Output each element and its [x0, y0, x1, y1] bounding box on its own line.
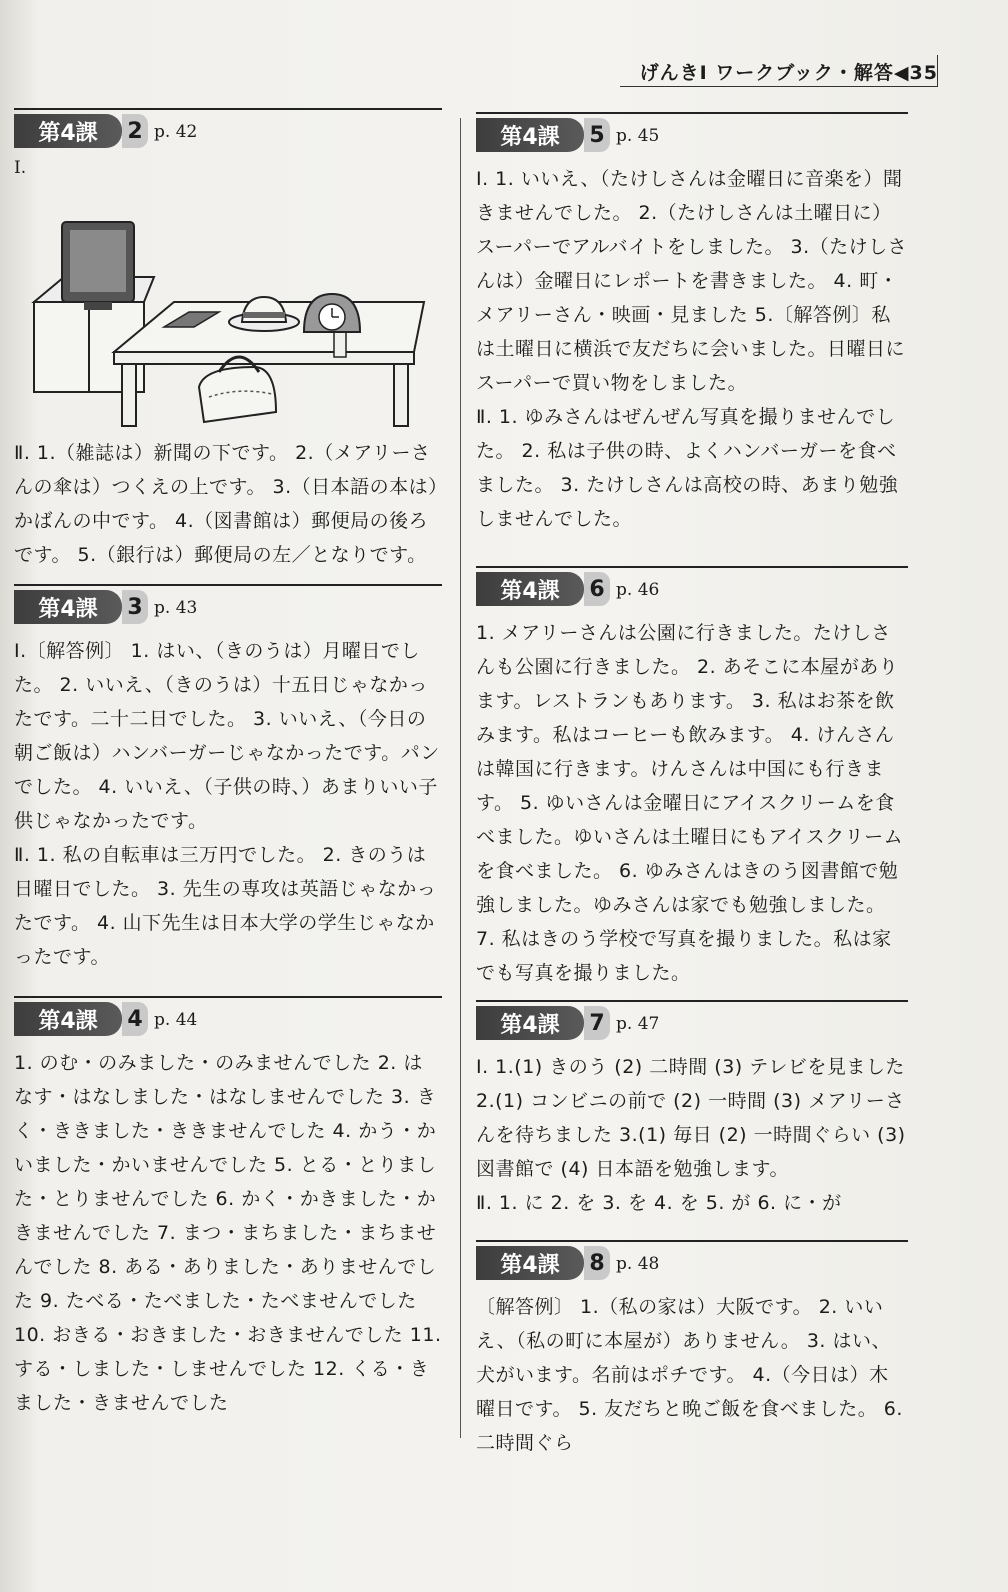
- section-3: [14, 584, 442, 974]
- room-illustration: [14, 182, 442, 432]
- answer-paragraph: I. 1.(1) きのう (2) 二時間 (3) テレビを見ました 2.(1) コンビニの前で (2) 一時間 (3) メアリーさんを待ちました 3.(1) 毎日 (2) 一時間ぐらい (3) 図書館で (4) 日本語を勉強します。: [476, 1056, 906, 1180]
- section-body: [14, 1046, 442, 1420]
- page-reference: p. 42: [154, 122, 198, 142]
- exercise-number: 6: [584, 572, 610, 606]
- answer-paragraph: 〔解答例〕 1.（私の家は）大阪です。 2. いいえ、（私の町に本屋が）ありません。 3. はい、犬がいます。名前はポチです。 4.（今日は）木曜日です。 5. 友だちと晩ご飯を食べました。 6. 二時間ぐら: [476, 1296, 903, 1454]
- section-header: [476, 1240, 908, 1286]
- section-7: [476, 1000, 908, 1220]
- page-header: げんきⅠ ワークブック・解答◀35: [639, 62, 938, 84]
- exercise-number: 4: [122, 1002, 148, 1036]
- part-label: I.: [14, 158, 27, 178]
- page-reference: p. 43: [154, 598, 198, 618]
- exercise-number: 2: [122, 114, 148, 148]
- answer-paragraph: I. 1. いいえ、（たけしさんは金曜日に音楽を）聞きませんでした。 2.（たけしさんは土曜日に）スーパーでアルバイトをしました。 3.（たけしさんは）金曜日にレポートを書きました。 4. 町・メアリーさん・映画・見ました 5.〔解答例〕私は土曜日に横浜で友だちに会いました。日曜日にスーパーで買い物をしました。: [476, 168, 908, 394]
- answer-paragraph: I.〔解答例〕 1. はい、（きのうは）月曜日でした。 2. いいえ、（きのうは）十五日じゃなかったです。二十二日でした。 3. いいえ、（今日の朝ご飯は）ハンバーガーじゃなかったです。パンでした。 4. いいえ、（子供の時、）あまりいい子供じゃなかったです。: [14, 640, 440, 832]
- section-body: [476, 1290, 908, 1460]
- section-5: [476, 112, 908, 536]
- lesson-badge: 第4課: [476, 572, 584, 606]
- exercise-number: 3: [122, 590, 148, 624]
- section-body: [14, 634, 442, 974]
- lesson-badge: 第4課: [14, 114, 122, 148]
- section-header: [476, 566, 908, 612]
- exercise-number: 8: [584, 1246, 610, 1280]
- exercise-number: 7: [584, 1006, 610, 1040]
- lesson-badge: 第4課: [14, 1002, 122, 1036]
- answer-paragraph: 1. メアリーさんは公園に行きました。たけしさんも公園に行きました。 2. あそこに本屋があります。レストランもあります。 3. 私はお茶を飲みます。私はコーヒーも飲みます。 4. けんさんは韓国に行きます。けんさんは中国にも行きます。 5. ゆいさんは金曜日にアイスクリームを食べました。ゆいさんは土曜日にもアイスクリームを食べました。 6. ゆみさんはきのう図書館で勉強しました。ゆみさんは家でも勉強しました。 7. 私はきのう学校で写真を撮りました。私は家でも写真を撮りました。: [476, 622, 904, 984]
- page-reference: p. 47: [616, 1014, 660, 1034]
- section-header: [14, 108, 442, 154]
- section-header: [14, 996, 442, 1042]
- lesson-badge: 第4課: [476, 1246, 584, 1280]
- section-header: [476, 112, 908, 158]
- page-reference: p. 44: [154, 1010, 198, 1030]
- lesson-badge: 第4課: [476, 118, 584, 152]
- lesson-badge: 第4課: [14, 590, 122, 624]
- section-body: [14, 436, 442, 572]
- answer-paragraph: Ⅱ. 1. 私の自転車は三万円でした。 2. きのうは日曜日でした。 3. 先生の専攻は英語じゃなかったです。 4. 山下先生は日本大学の学生じゃなかったです。: [14, 844, 437, 968]
- section-body: [476, 616, 908, 990]
- section-header: [14, 584, 442, 630]
- page-reference: p. 45: [616, 126, 660, 146]
- lesson-badge: 第4課: [476, 1006, 584, 1040]
- answer-paragraph: Ⅱ. 1. に 2. を 3. を 4. を 5. が 6. に・が: [476, 1192, 842, 1214]
- answer-paragraph: Ⅱ. 1. ゆみさんはぜんぜん写真を撮りませんでした。 2. 私は子供の時、よくハンバーガーを食べました。 3. たけしさんは高校の時、あまり勉強しませんでした。: [476, 406, 899, 530]
- section-body: [476, 1050, 908, 1220]
- header-rule-vertical: [937, 55, 938, 87]
- section-header: [476, 1000, 908, 1046]
- answer-paragraph: 1. のむ・のみました・のみませんでした 2. はなす・はなしました・はなしませんでした 3. きく・ききました・ききませんでした 4. かう・かいました・かいませんでした 5. とる・とりました・とりませんでした 6. かく・かきました・かきませんでした 7. まつ・まちました・まちませんでした 8. ある・ありました・ありませんでした 9. たべる・たべました・たべませんでした 10. おきる・おきました・おきませんでした 11. する・しました・しませんでした 12. くる・きました・きませんでした: [14, 1052, 442, 1414]
- section-body: [476, 162, 908, 536]
- section-4: [14, 996, 442, 1420]
- section-2: [14, 108, 442, 572]
- page-reference: p. 46: [616, 580, 660, 600]
- header-rule: [620, 86, 938, 87]
- section-8: [476, 1240, 908, 1460]
- section-6: [476, 566, 908, 990]
- exercise-number: 5: [584, 118, 610, 152]
- column-divider: [460, 118, 461, 1438]
- page-reference: p. 48: [616, 1254, 660, 1274]
- answer-paragraph: Ⅱ. 1.（雑誌は）新聞の下です。 2.（メアリーさんの傘は）つくえの上です。 3.（日本語の本は）かばんの中です。 4.（図書館は）郵便局の後ろです。 5.（銀行は）郵便局の左／となりです。: [14, 442, 439, 566]
